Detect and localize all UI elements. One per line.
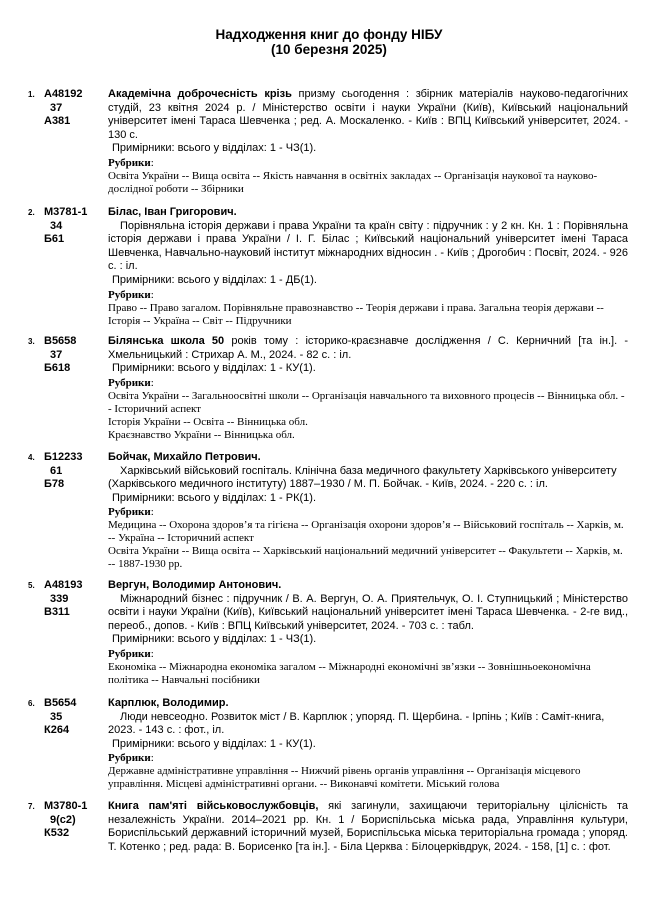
rubrics-label: Рубрики: (108, 156, 154, 169)
copies-info: Примірники: всього у відділах: 1 - КУ(1). (112, 737, 316, 750)
class-code: 339 (50, 592, 69, 605)
copies-info: Примірники: всього у відділах: 1 - ЧЗ(1). (112, 142, 317, 155)
page-date: (10 березня 2025) (271, 42, 387, 57)
rubric-line[interactable]: Право -- Право загалом. Порівняльне правознавство -- Теорія держави і права. Загальна теорія держави -- Історія -- Україна -- Світ -- Підручники (108, 301, 604, 327)
rubrics-label: Рубрики: (108, 752, 154, 765)
entry-details: призму сьогодення : збірник матеріалів науково-педагогічних студій, 23 квітня 2024 р. / Міністерство освіти і науки України (Київ), Київський національний університет імені Тараса Шевченка ; ред. А. Москаленко. - Київ : ВПЦ Київський університет, 2024. - 130 с. (108, 88, 629, 141)
entry-description (108, 800, 628, 854)
shelf-mark (44, 206, 100, 247)
entry-number: 3. (28, 337, 35, 346)
rubrics-label: Рубрики: (108, 506, 154, 519)
shelf-mark (44, 451, 100, 492)
copies-info: Примірники: всього у відділах: 1 - КУ(1). (112, 362, 316, 375)
author-code: К532 (44, 827, 70, 840)
author-code: К264 (44, 724, 70, 737)
rubric-line[interactable]: Державне адміністративне управління -- Нижчий рівень органів управління -- Організація місцевого управління. Місцеві адміністративні органи. -- Виконавчі комітети. Міський голова (108, 765, 581, 791)
shelf-mark (44, 800, 100, 841)
page-title: Надходження книг до фонду НІБУ (215, 27, 443, 42)
entry-title[interactable]: Книга пам'яті військовослужбовців, (108, 800, 319, 812)
entry-details: Люди невсеодно. Розвиток міст / В. Карплюк ; упоряд. П. Щербина. - Ірпінь ; Київ : Саміт-книга, 2023. - 143 с. : фот., іл. (108, 710, 605, 737)
entry-author[interactable]: Карплюк, Володимир. (108, 697, 229, 709)
entry-details: Міжнародний бізнес : підручник / В. А. Вергун, О. А. Приятельчук, О. І. Ступницький ; Міністерство освіти і науки України (Київ), Київський національний університет імені Тараса Шевченка. - 2-ге вид., переоб., допов. - Київ : ВПЦ Київський університет, 2024. - 703 с. : табл. (108, 592, 628, 632)
class-code: 35 (50, 710, 63, 723)
shelf-mark (44, 88, 100, 129)
shelf-code: М3781-1 (44, 206, 88, 218)
entry-details: Харківський військовий госпіталь. Клінічна база медичного факультету Харківського університету (Харківського медичного інституту) 1887–1930 / М. П. Бойчак. - Київ, 2024. - 220 с. : іл. (108, 464, 617, 491)
rubric-line[interactable]: Історія України -- Освіта -- Вінницька обл. (108, 415, 308, 428)
entry-number: 2. (28, 208, 35, 217)
author-code: Б78 (44, 478, 65, 491)
entry-number: 5. (28, 581, 35, 590)
rubric-line[interactable]: Освіта України -- Вища освіта -- Якість навчання в освітніх закладах -- Організація наукової та науково-дослідної роботи -- Збірники (108, 169, 598, 195)
shelf-mark (44, 579, 100, 620)
author-code: В311 (44, 606, 70, 619)
rubrics-label: Рубрики: (108, 288, 154, 301)
entry-title[interactable]: Академічна доброчесність крізь (108, 88, 292, 100)
author-code: А381 (44, 115, 71, 128)
class-code: 37 (50, 101, 63, 114)
entry-number: 7. (28, 802, 35, 811)
entry-title[interactable]: Білянська школа 50 (108, 335, 225, 347)
entry-number: 4. (28, 453, 35, 462)
shelf-code: В5654 (44, 697, 77, 709)
entry-description (108, 335, 628, 362)
rubric-line[interactable]: Краєзнавство України -- Вінницька обл. (108, 428, 295, 441)
entry-author[interactable]: Білас, Іван Григорович. (108, 206, 237, 218)
rubrics-label: Рубрики: (108, 647, 154, 660)
shelf-mark (44, 335, 100, 376)
entry-details: які загинули, захищаючи територіальну цілісність та незалежність України. 2014–2021 рр. Кн. 1 / Бориспільська міська рада, Управління культури, Бориспільський державний історичний музей, Бориспільська міська територіальна громада ; упоряд. Т. Котенко ; ред. рада: В. Борисенко [та ін.]. - Біла Церква : Білоцерківдрук, 2024. - 158, [1] с. : фот. (108, 800, 628, 853)
copies-info: Примірники: всього у відділах: 1 - РК(1). (112, 491, 317, 504)
entry-author[interactable]: Вергун, Володимир Антонович. (108, 579, 282, 591)
entry-author[interactable]: Бойчак, Михайло Петрович. (108, 451, 261, 463)
entry-number: 1. (28, 90, 35, 99)
entry-details: Порівняльна історія держави і права України та країн світу : підручник : у 2 кн. Кн. 1 : Порівняльна історія держави і права України / І. Г. Білас ; Київський національний університет імені Тараса Шевченка, Навчально-науковий інститут міжнародних відносин . - Київ ; Дрогобич : Посвіт, 2024. - 926 с. : іл. (108, 219, 628, 273)
shelf-mark (44, 697, 100, 738)
copies-info: Примірники: всього у відділах: 1 - ДБ(1). (112, 273, 317, 286)
shelf-code: М3780-1 (44, 800, 88, 812)
class-code: 61 (50, 464, 63, 477)
copies-info: Примірники: всього у відділах: 1 - ЧЗ(1). (112, 633, 317, 646)
rubric-line[interactable]: Освіта України -- Загальноосвітні школи -- Організація навчального та виховного процесів -- Вінницька обл. -- Історичний аспект (108, 389, 625, 415)
author-code: Б618 (44, 362, 71, 375)
shelf-code: Б12233 (44, 451, 83, 463)
class-code: 37 (50, 348, 63, 361)
shelf-code: В5658 (44, 335, 77, 347)
shelf-code: А48193 (44, 579, 83, 591)
entry-description (108, 88, 628, 142)
entry-details: років тому : історико-краєзнавче дослідження / С. Керничний [та ін.]. - Хмельницький : Стрихар А. М., 2024. - 82 с. : іл. (108, 335, 628, 361)
shelf-code: А48192 (44, 88, 83, 100)
class-code: 34 (50, 219, 63, 232)
class-code: 9(с2) (50, 813, 76, 826)
entry-number: 6. (28, 699, 35, 708)
rubric-line[interactable]: Освіта України -- Вища освіта -- Харківський національний медичний університет -- Факультети -- Харків, м. -- 1887-1930 рр. (108, 545, 623, 571)
rubric-line[interactable]: Економіка -- Міжнародна економіка загалом -- Міжнародні економічні зв’язки -- Зовнішньоекономічна політика -- Навчальні посібники (108, 660, 591, 686)
author-code: Б61 (44, 233, 65, 246)
rubrics-label: Рубрики: (108, 376, 154, 389)
rubric-line[interactable]: Медицина -- Охорона здоров’я та гігієна -- Організація охорони здоров’я -- Військовий госпіталь -- Харків, м. -- Україна -- Історичний аспект (108, 519, 624, 545)
